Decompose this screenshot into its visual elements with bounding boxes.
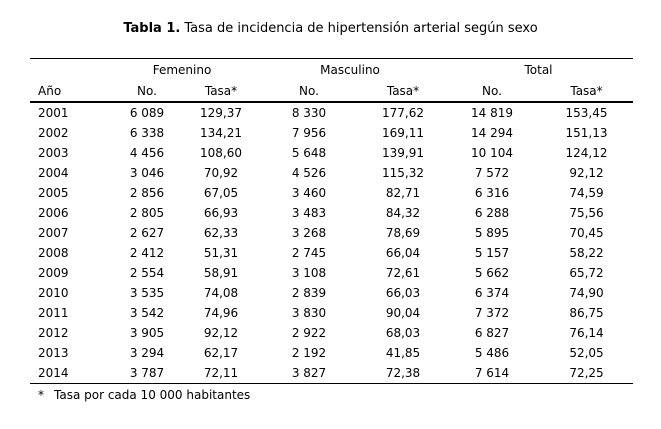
cell-m_no: 2 745 [291, 246, 327, 260]
table-row [30, 223, 633, 243]
cell-t_no: 7 572 [474, 166, 510, 180]
table-footnote [38, 388, 661, 402]
cell-year: 2009 [38, 266, 69, 280]
cell-f_tasa: 92,12 [203, 326, 239, 340]
cell-year: 2007 [38, 226, 69, 240]
cell-year: 2001 [38, 106, 69, 120]
cell-t_no: 7 614 [474, 366, 510, 380]
cell-t_tasa: 52,05 [569, 346, 604, 360]
table-row [30, 303, 633, 323]
cell-f_tasa: 62,17 [203, 346, 239, 360]
group-header-masculino: Masculino [320, 63, 380, 77]
year-column-header: Año [30, 81, 108, 102]
table-row [30, 203, 633, 223]
cell-m_no: 2 839 [291, 286, 327, 300]
cell-year: 2002 [38, 126, 69, 140]
cell-m_tasa: 68,03 [385, 326, 421, 340]
cell-t_no: 5 895 [474, 226, 510, 240]
cell-t_tasa: 74,59 [569, 186, 604, 200]
cell-t_tasa: 58,22 [569, 246, 604, 260]
cell-f_tasa: 74,96 [203, 306, 239, 320]
cell-f_no: 3 535 [129, 286, 165, 300]
cell-m_no: 3 830 [291, 306, 327, 320]
cell-f_no: 2 856 [129, 186, 165, 200]
table-row [30, 283, 633, 303]
cell-m_tasa: 90,04 [385, 306, 421, 320]
table-body [30, 102, 633, 384]
total-tasa-header: Tasa* [540, 81, 633, 102]
cell-t_tasa: 124,12 [565, 146, 608, 160]
cell-year: 2010 [38, 286, 69, 300]
cell-f_tasa: 72,11 [203, 366, 239, 380]
cell-year: 2005 [38, 186, 69, 200]
cell-m_no: 5 648 [291, 146, 327, 160]
table-row [30, 263, 633, 283]
table-row [30, 343, 633, 363]
cell-m_tasa: 72,61 [385, 266, 421, 280]
table-row [30, 323, 633, 343]
sub-header-row [30, 81, 633, 102]
table-row [30, 363, 633, 384]
cell-t_tasa: 92,12 [569, 166, 604, 180]
cell-f_tasa: 134,21 [200, 126, 242, 140]
table-label: Tabla 1. [123, 21, 181, 36]
cell-t_tasa: 70,45 [569, 226, 604, 240]
cell-t_no: 5 157 [474, 246, 510, 260]
cell-f_no: 6 338 [129, 126, 165, 140]
cell-t_tasa: 153,45 [565, 106, 608, 120]
cell-m_no: 7 956 [291, 126, 327, 140]
cell-m_tasa: 115,32 [382, 166, 424, 180]
cell-t_tasa: 86,75 [569, 306, 604, 320]
cell-m_tasa: 139,91 [382, 146, 424, 160]
cell-m_no: 3 460 [291, 186, 327, 200]
cell-f_no: 2 554 [129, 266, 165, 280]
cell-f_tasa: 108,60 [200, 146, 242, 160]
cell-t_tasa: 74,90 [569, 286, 604, 300]
cell-f_tasa: 62,33 [203, 226, 239, 240]
cell-year: 2013 [38, 346, 69, 360]
cell-m_tasa: 177,62 [382, 106, 424, 120]
cell-year: 2003 [38, 146, 69, 160]
cell-f_tasa: 66,93 [203, 206, 239, 220]
cell-f_tasa: 58,91 [203, 266, 239, 280]
cell-f_no: 6 089 [129, 106, 165, 120]
cell-t_no: 5 662 [474, 266, 510, 280]
cell-t_no: 6 316 [474, 186, 510, 200]
cell-m_no: 8 330 [291, 106, 327, 120]
cell-m_tasa: 169,11 [382, 126, 424, 140]
cell-f_tasa: 70,92 [203, 166, 239, 180]
cell-t_tasa: 75,56 [569, 206, 604, 220]
table-row [30, 163, 633, 183]
table-row [30, 123, 633, 143]
cell-m_no: 4 526 [291, 166, 327, 180]
table-title [0, 21, 661, 36]
cell-t_no: 10 104 [471, 146, 513, 160]
cell-year: 2006 [38, 206, 69, 220]
cell-m_no: 3 827 [291, 366, 327, 380]
cell-year: 2011 [38, 306, 69, 320]
total-no-header: No. [444, 81, 540, 102]
cell-m_tasa: 41,85 [385, 346, 421, 360]
table-row [30, 102, 633, 123]
cell-f_no: 4 456 [129, 146, 165, 160]
femenino-tasa-header: Tasa* [186, 81, 256, 102]
cell-t_no: 6 288 [474, 206, 510, 220]
group-header-spacer [30, 59, 108, 82]
cell-m_tasa: 82,71 [385, 186, 421, 200]
table-row [30, 143, 633, 163]
cell-t_no: 5 486 [474, 346, 510, 360]
cell-f_no: 3 294 [129, 346, 165, 360]
cell-m_no: 2 922 [291, 326, 327, 340]
cell-m_no: 2 192 [291, 346, 327, 360]
cell-m_tasa: 84,32 [385, 206, 421, 220]
cell-m_no: 3 268 [291, 226, 327, 240]
cell-f_no: 3 905 [129, 326, 165, 340]
cell-f_no: 2 627 [129, 226, 165, 240]
femenino-no-header: No. [108, 81, 186, 102]
cell-m_no: 3 483 [291, 206, 327, 220]
cell-m_tasa: 72,38 [385, 366, 421, 380]
cell-f_tasa: 67,05 [203, 186, 239, 200]
cell-t_no: 14 294 [471, 126, 513, 140]
table-row [30, 183, 633, 203]
cell-f_tasa: 74,08 [203, 286, 239, 300]
cell-t_tasa: 151,13 [565, 126, 608, 140]
group-header-femenino: Femenino [152, 63, 212, 77]
cell-m_tasa: 66,03 [385, 286, 421, 300]
table-header [30, 59, 633, 103]
footnote-marker: * [38, 388, 44, 402]
cell-f_tasa: 51,31 [203, 246, 239, 260]
footnote-text: Tasa por cada 10 000 habitantes [54, 388, 251, 402]
cell-m_tasa: 78,69 [385, 226, 421, 240]
cell-t_no: 14 819 [471, 106, 513, 120]
table-caption: Tasa de incidencia de hipertensión arterial según sexo [184, 21, 538, 36]
cell-t_no: 6 827 [474, 326, 510, 340]
incidence-table [30, 58, 633, 384]
cell-year: 2008 [38, 246, 69, 260]
cell-year: 2014 [38, 366, 69, 380]
cell-year: 2012 [38, 326, 69, 340]
cell-t_tasa: 72,25 [569, 366, 604, 380]
group-header-row [30, 59, 633, 82]
cell-t_no: 7 372 [474, 306, 510, 320]
cell-f_tasa: 129,37 [200, 106, 242, 120]
cell-t_tasa: 65,72 [569, 266, 604, 280]
masculino-no-header: No. [256, 81, 362, 102]
cell-m_no: 3 108 [291, 266, 327, 280]
masculino-tasa-header: Tasa* [362, 81, 444, 102]
cell-f_no: 2 412 [129, 246, 165, 260]
table-row [30, 243, 633, 263]
cell-m_tasa: 66,04 [385, 246, 421, 260]
cell-t_tasa: 76,14 [569, 326, 604, 340]
cell-f_no: 2 805 [129, 206, 165, 220]
cell-year: 2004 [38, 166, 69, 180]
cell-t_no: 6 374 [474, 286, 510, 300]
cell-f_no: 3 787 [129, 366, 165, 380]
cell-f_no: 3 046 [129, 166, 165, 180]
cell-f_no: 3 542 [129, 306, 165, 320]
group-header-total: Total [524, 63, 553, 77]
